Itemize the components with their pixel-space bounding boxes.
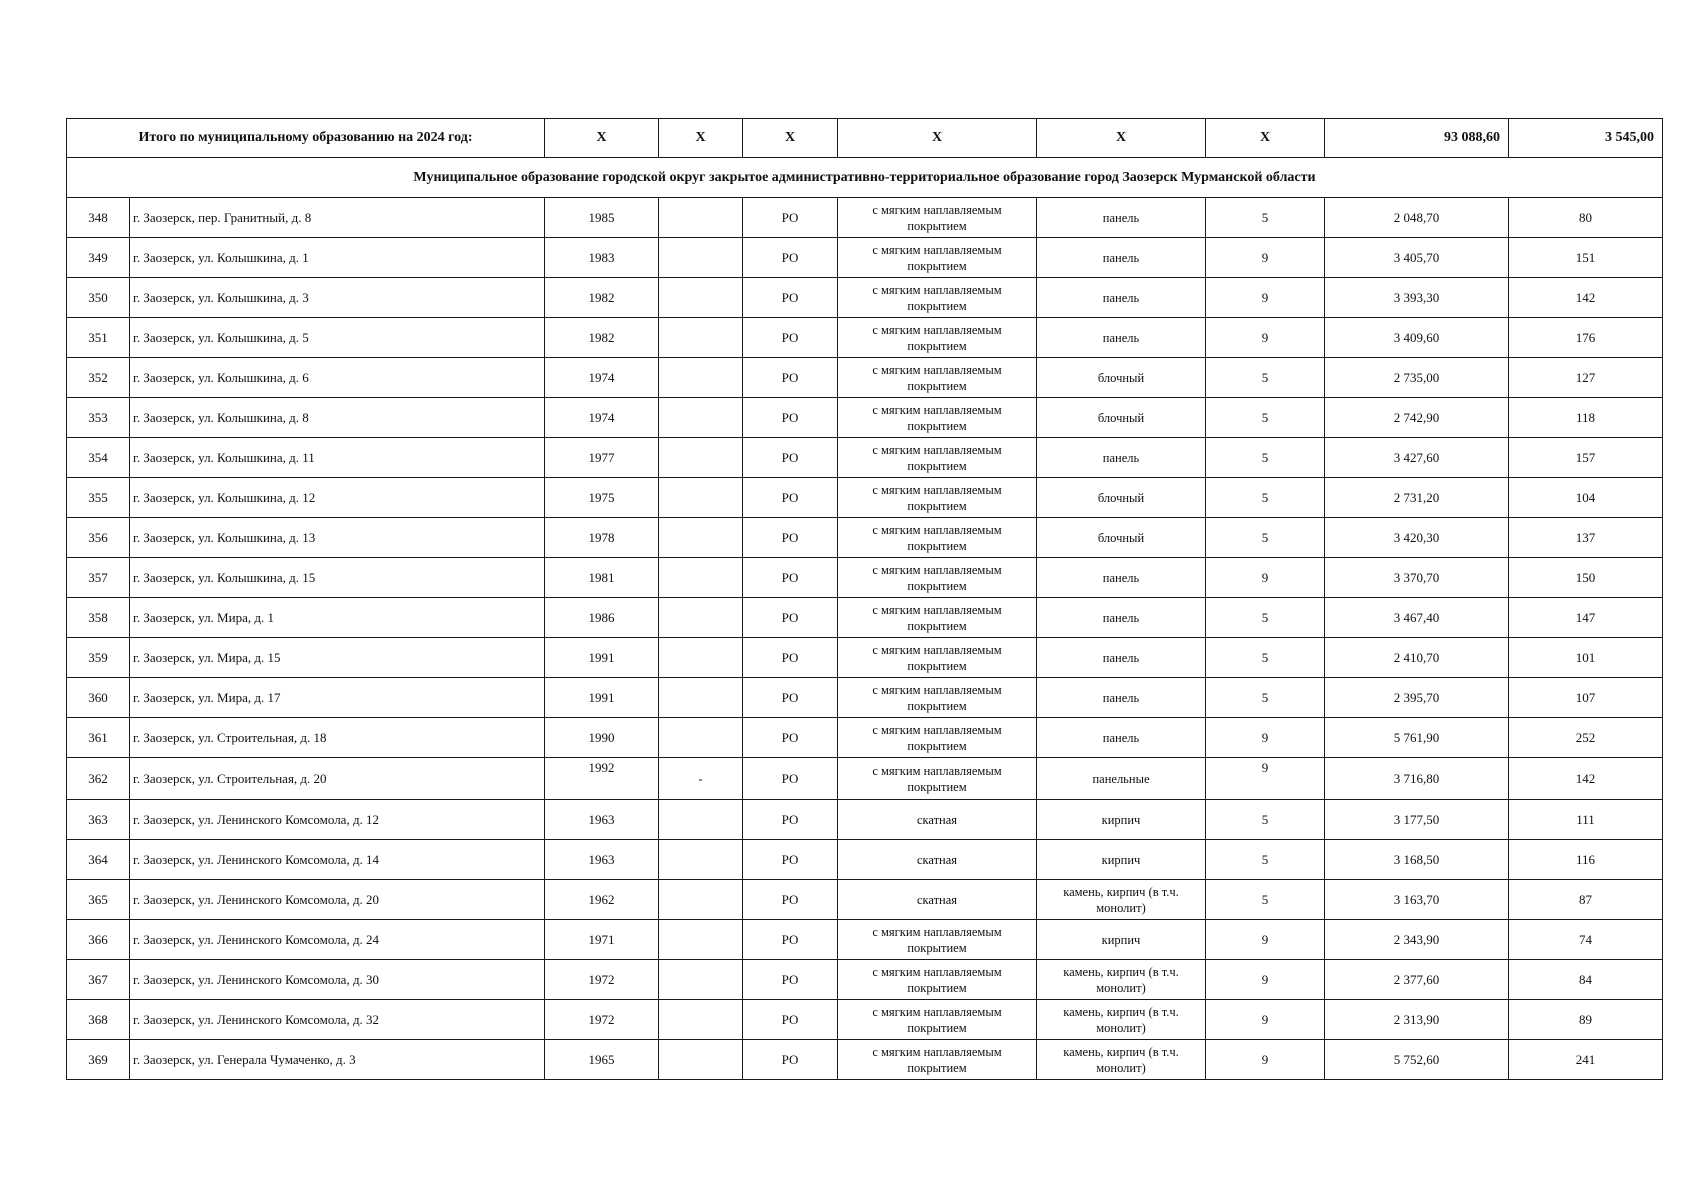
row-funding-method: РО — [743, 840, 838, 880]
row-funding-method: РО — [743, 318, 838, 358]
row-address: г. Заозерск, ул. Колышкина, д. 3 — [130, 278, 545, 318]
row-floors: 5 — [1206, 358, 1325, 398]
row-floors: 9 — [1206, 758, 1325, 800]
row-floors: 5 — [1206, 438, 1325, 478]
row-address: г. Заозерск, пер. Гранитный, д. 8 — [130, 198, 545, 238]
row-address: г. Заозерск, ул. Генерала Чумаченко, д. 3 — [130, 1040, 545, 1080]
row-area: 3 393,30 — [1325, 278, 1509, 318]
row-area: 3 427,60 — [1325, 438, 1509, 478]
row-area: 3 405,70 — [1325, 238, 1509, 278]
row-floors: 5 — [1206, 880, 1325, 920]
row-funding-method: РО — [743, 960, 838, 1000]
row-residents: 107 — [1509, 678, 1663, 718]
row-funding-method: РО — [743, 1040, 838, 1080]
row-number: 359 — [67, 638, 130, 678]
row-floors: 5 — [1206, 638, 1325, 678]
row-residents: 89 — [1509, 1000, 1663, 1040]
row-wall-material: панель — [1037, 318, 1206, 358]
row-area: 2 731,20 — [1325, 478, 1509, 518]
row-roof-type: с мягким наплавляемым покрытием — [838, 238, 1037, 278]
row-wall-material: панель — [1037, 718, 1206, 758]
row-address: г. Заозерск, ул. Колышкина, д. 13 — [130, 518, 545, 558]
row-year: 1982 — [545, 278, 659, 318]
table-row — [67, 880, 1663, 920]
row-floors: 5 — [1206, 800, 1325, 840]
row-funding-method: РО — [743, 920, 838, 960]
row-roof-type: с мягким наплавляемым покрытием — [838, 518, 1037, 558]
row-reconstruction-year — [659, 880, 743, 920]
row-number: 350 — [67, 278, 130, 318]
row-wall-material: блочный — [1037, 398, 1206, 438]
table-body — [67, 119, 1663, 1080]
row-wall-material: панель — [1037, 678, 1206, 718]
row-reconstruction-year — [659, 800, 743, 840]
table-row — [67, 920, 1663, 960]
row-funding-method: РО — [743, 438, 838, 478]
row-number: 361 — [67, 718, 130, 758]
row-funding-method: РО — [743, 358, 838, 398]
table-row — [67, 198, 1663, 238]
municipality-row — [67, 158, 1663, 198]
row-residents: 127 — [1509, 358, 1663, 398]
row-roof-type: с мягким наплавляемым покрытием — [838, 920, 1037, 960]
row-address: г. Заозерск, ул. Колышкина, д. 1 — [130, 238, 545, 278]
row-roof-type: с мягким наплавляемым покрытием — [838, 198, 1037, 238]
row-roof-type: с мягким наплавляемым покрытием — [838, 398, 1037, 438]
row-funding-method: РО — [743, 880, 838, 920]
table-row — [67, 718, 1663, 758]
row-residents: 176 — [1509, 318, 1663, 358]
row-floors: 9 — [1206, 960, 1325, 1000]
row-roof-type: с мягким наплавляемым покрытием — [838, 1040, 1037, 1080]
row-year: 1962 — [545, 880, 659, 920]
row-address: г. Заозерск, ул. Мира, д. 15 — [130, 638, 545, 678]
row-number: 366 — [67, 920, 130, 960]
table-row — [67, 318, 1663, 358]
row-roof-type: с мягким наплавляемым покрытием — [838, 638, 1037, 678]
row-roof-type: скатная — [838, 800, 1037, 840]
row-address: г. Заозерск, ул. Колышкина, д. 8 — [130, 398, 545, 438]
row-year: 1986 — [545, 598, 659, 638]
row-floors: 9 — [1206, 920, 1325, 960]
total-mark: X — [1206, 119, 1325, 158]
row-floors: 5 — [1206, 518, 1325, 558]
table-row — [67, 960, 1663, 1000]
municipality-title: Муниципальное образование городской округ закрытое административно-территориальное образование город Заозерск Мурманской области — [67, 158, 1663, 198]
row-roof-type: с мягким наплавляемым покрытием — [838, 358, 1037, 398]
row-wall-material: панель — [1037, 598, 1206, 638]
row-roof-type: с мягким наплавляемым покрытием — [838, 718, 1037, 758]
row-floors: 5 — [1206, 678, 1325, 718]
row-funding-method: РО — [743, 800, 838, 840]
row-number: 349 — [67, 238, 130, 278]
row-year: 1985 — [545, 198, 659, 238]
row-wall-material: камень, кирпич (в т.ч. монолит) — [1037, 960, 1206, 1000]
row-year: 1977 — [545, 438, 659, 478]
row-roof-type: с мягким наплавляемым покрытием — [838, 758, 1037, 800]
row-floors: 9 — [1206, 558, 1325, 598]
row-number: 358 — [67, 598, 130, 638]
housing-register-table — [66, 118, 1663, 1080]
row-number: 357 — [67, 558, 130, 598]
row-wall-material: камень, кирпич (в т.ч. монолит) — [1037, 1040, 1206, 1080]
row-residents: 150 — [1509, 558, 1663, 598]
row-roof-type: с мягким наплавляемым покрытием — [838, 278, 1037, 318]
row-funding-method: РО — [743, 558, 838, 598]
row-wall-material: кирпич — [1037, 800, 1206, 840]
row-wall-material: панель — [1037, 278, 1206, 318]
row-residents: 142 — [1509, 278, 1663, 318]
row-roof-type: с мягким наплавляемым покрытием — [838, 598, 1037, 638]
row-address: г. Заозерск, ул. Колышкина, д. 11 — [130, 438, 545, 478]
row-number: 362 — [67, 758, 130, 800]
row-wall-material: камень, кирпич (в т.ч. монолит) — [1037, 880, 1206, 920]
row-number: 369 — [67, 1040, 130, 1080]
row-area: 2 343,90 — [1325, 920, 1509, 960]
row-year: 1975 — [545, 478, 659, 518]
row-residents: 74 — [1509, 920, 1663, 960]
row-funding-method: РО — [743, 638, 838, 678]
row-area: 2 395,70 — [1325, 678, 1509, 718]
row-number: 355 — [67, 478, 130, 518]
row-funding-method: РО — [743, 478, 838, 518]
row-residents: 80 — [1509, 198, 1663, 238]
row-address: г. Заозерск, ул. Колышкина, д. 15 — [130, 558, 545, 598]
row-address: г. Заозерск, ул. Колышкина, д. 5 — [130, 318, 545, 358]
table-row — [67, 678, 1663, 718]
row-address: г. Заозерск, ул. Ленинского Комсомола, д. 30 — [130, 960, 545, 1000]
row-area: 3 409,60 — [1325, 318, 1509, 358]
total-mark: X — [1037, 119, 1206, 158]
row-reconstruction-year — [659, 840, 743, 880]
row-address: г. Заозерск, ул. Мира, д. 1 — [130, 598, 545, 638]
row-year: 1963 — [545, 800, 659, 840]
row-reconstruction-year — [659, 1040, 743, 1080]
row-area: 3 716,80 — [1325, 758, 1509, 800]
row-roof-type: с мягким наплавляемым покрытием — [838, 478, 1037, 518]
row-year: 1972 — [545, 1000, 659, 1040]
total-mark: X — [838, 119, 1037, 158]
row-reconstruction-year — [659, 438, 743, 478]
row-area: 2 742,90 — [1325, 398, 1509, 438]
row-reconstruction-year — [659, 278, 743, 318]
table-row — [67, 558, 1663, 598]
row-number: 364 — [67, 840, 130, 880]
row-address: г. Заозерск, ул. Колышкина, д. 6 — [130, 358, 545, 398]
row-floors: 5 — [1206, 598, 1325, 638]
row-roof-type: с мягким наплавляемым покрытием — [838, 558, 1037, 598]
row-funding-method: РО — [743, 278, 838, 318]
table-row — [67, 840, 1663, 880]
row-area: 3 168,50 — [1325, 840, 1509, 880]
row-area: 2 410,70 — [1325, 638, 1509, 678]
row-reconstruction-year — [659, 398, 743, 438]
row-reconstruction-year — [659, 638, 743, 678]
row-number: 367 — [67, 960, 130, 1000]
row-year: 1991 — [545, 678, 659, 718]
row-number: 368 — [67, 1000, 130, 1040]
row-wall-material: панельные — [1037, 758, 1206, 800]
row-reconstruction-year — [659, 960, 743, 1000]
row-funding-method: РО — [743, 718, 838, 758]
row-residents: 111 — [1509, 800, 1663, 840]
row-year: 1981 — [545, 558, 659, 598]
row-wall-material: панель — [1037, 638, 1206, 678]
row-residents: 137 — [1509, 518, 1663, 558]
row-reconstruction-year — [659, 358, 743, 398]
total-area: 93 088,60 — [1325, 119, 1509, 158]
row-funding-method: РО — [743, 398, 838, 438]
row-reconstruction-year — [659, 238, 743, 278]
table-row — [67, 438, 1663, 478]
row-wall-material: кирпич — [1037, 840, 1206, 880]
row-number: 352 — [67, 358, 130, 398]
row-floors: 5 — [1206, 198, 1325, 238]
row-number: 365 — [67, 880, 130, 920]
row-area: 2 735,00 — [1325, 358, 1509, 398]
row-address: г. Заозерск, ул. Ленинского Комсомола, д. 24 — [130, 920, 545, 960]
row-wall-material: панель — [1037, 558, 1206, 598]
row-floors: 9 — [1206, 238, 1325, 278]
row-floors: 9 — [1206, 278, 1325, 318]
row-year: 1971 — [545, 920, 659, 960]
row-number: 360 — [67, 678, 130, 718]
row-reconstruction-year — [659, 678, 743, 718]
row-residents: 142 — [1509, 758, 1663, 800]
row-year: 1963 — [545, 840, 659, 880]
row-wall-material: панель — [1037, 198, 1206, 238]
row-residents: 151 — [1509, 238, 1663, 278]
row-address: г. Заозерск, ул. Строительная, д. 20 — [130, 758, 545, 800]
row-roof-type: с мягким наплавляемым покрытием — [838, 438, 1037, 478]
row-floors: 9 — [1206, 1040, 1325, 1080]
row-residents: 116 — [1509, 840, 1663, 880]
row-residents: 252 — [1509, 718, 1663, 758]
table-row — [67, 278, 1663, 318]
row-wall-material: кирпич — [1037, 920, 1206, 960]
row-funding-method: РО — [743, 1000, 838, 1040]
row-wall-material: панель — [1037, 438, 1206, 478]
row-floors: 9 — [1206, 718, 1325, 758]
row-funding-method: РО — [743, 518, 838, 558]
table-row — [67, 638, 1663, 678]
row-funding-method: РО — [743, 238, 838, 278]
row-year: 1978 — [545, 518, 659, 558]
row-area: 2 048,70 — [1325, 198, 1509, 238]
row-roof-type: скатная — [838, 880, 1037, 920]
row-address: г. Заозерск, ул. Ленинского Комсомола, д. 20 — [130, 880, 545, 920]
table-row — [67, 1000, 1663, 1040]
row-wall-material: блочный — [1037, 518, 1206, 558]
row-address: г. Заозерск, ул. Колышкина, д. 12 — [130, 478, 545, 518]
row-roof-type: с мягким наплавляемым покрытием — [838, 678, 1037, 718]
row-year: 1974 — [545, 398, 659, 438]
row-wall-material: панель — [1037, 238, 1206, 278]
row-residents: 104 — [1509, 478, 1663, 518]
row-floors: 5 — [1206, 478, 1325, 518]
row-wall-material: блочный — [1037, 478, 1206, 518]
row-reconstruction-year — [659, 1000, 743, 1040]
row-reconstruction-year — [659, 518, 743, 558]
table-row — [67, 398, 1663, 438]
table-row — [67, 598, 1663, 638]
table-row — [67, 238, 1663, 278]
row-roof-type: с мягким наплавляемым покрытием — [838, 1000, 1037, 1040]
table-row — [67, 758, 1663, 800]
row-residents: 101 — [1509, 638, 1663, 678]
row-year: 1965 — [545, 1040, 659, 1080]
row-reconstruction-year — [659, 718, 743, 758]
row-floors: 9 — [1206, 1000, 1325, 1040]
row-funding-method: РО — [743, 198, 838, 238]
row-address: г. Заозерск, ул. Строительная, д. 18 — [130, 718, 545, 758]
row-floors: 5 — [1206, 398, 1325, 438]
row-number: 351 — [67, 318, 130, 358]
row-year: 1992 — [545, 758, 659, 800]
total-mark: X — [659, 119, 743, 158]
table-row — [67, 518, 1663, 558]
row-residents: 87 — [1509, 880, 1663, 920]
row-address: г. Заозерск, ул. Ленинского Комсомола, д. 12 — [130, 800, 545, 840]
row-number: 354 — [67, 438, 130, 478]
row-area: 3 467,40 — [1325, 598, 1509, 638]
row-year: 1991 — [545, 638, 659, 678]
row-number: 356 — [67, 518, 130, 558]
total-label: Итого по муниципальному образованию на 2024 год: — [67, 119, 545, 158]
row-area: 5 761,90 — [1325, 718, 1509, 758]
total-residents: 3 545,00 — [1509, 119, 1663, 158]
row-funding-method: РО — [743, 758, 838, 800]
row-area: 5 752,60 — [1325, 1040, 1509, 1080]
row-reconstruction-year: - — [659, 758, 743, 800]
row-residents: 118 — [1509, 398, 1663, 438]
row-reconstruction-year — [659, 920, 743, 960]
row-area: 2 377,60 — [1325, 960, 1509, 1000]
table-row — [67, 800, 1663, 840]
row-year: 1974 — [545, 358, 659, 398]
row-year: 1990 — [545, 718, 659, 758]
row-year: 1983 — [545, 238, 659, 278]
table-row — [67, 358, 1663, 398]
row-residents: 147 — [1509, 598, 1663, 638]
row-area: 2 313,90 — [1325, 1000, 1509, 1040]
total-mark: X — [743, 119, 838, 158]
row-reconstruction-year — [659, 318, 743, 358]
row-number: 348 — [67, 198, 130, 238]
row-reconstruction-year — [659, 478, 743, 518]
row-reconstruction-year — [659, 558, 743, 598]
row-funding-method: РО — [743, 598, 838, 638]
row-floors: 9 — [1206, 318, 1325, 358]
row-area: 3 370,70 — [1325, 558, 1509, 598]
total-mark: X — [545, 119, 659, 158]
row-number: 363 — [67, 800, 130, 840]
row-floors: 5 — [1206, 840, 1325, 880]
row-area: 3 420,30 — [1325, 518, 1509, 558]
row-number: 353 — [67, 398, 130, 438]
row-residents: 84 — [1509, 960, 1663, 1000]
row-roof-type: скатная — [838, 840, 1037, 880]
row-funding-method: РО — [743, 678, 838, 718]
row-roof-type: с мягким наплавляемым покрытием — [838, 960, 1037, 1000]
row-area: 3 163,70 — [1325, 880, 1509, 920]
row-address: г. Заозерск, ул. Ленинского Комсомола, д. 14 — [130, 840, 545, 880]
total-row — [67, 119, 1663, 158]
row-address: г. Заозерск, ул. Ленинского Комсомола, д. 32 — [130, 1000, 545, 1040]
row-address: г. Заозерск, ул. Мира, д. 17 — [130, 678, 545, 718]
table-row — [67, 478, 1663, 518]
row-reconstruction-year — [659, 198, 743, 238]
row-reconstruction-year — [659, 598, 743, 638]
row-wall-material: камень, кирпич (в т.ч. монолит) — [1037, 1000, 1206, 1040]
row-wall-material: блочный — [1037, 358, 1206, 398]
table-row — [67, 1040, 1663, 1080]
row-residents: 157 — [1509, 438, 1663, 478]
row-area: 3 177,50 — [1325, 800, 1509, 840]
row-residents: 241 — [1509, 1040, 1663, 1080]
row-roof-type: с мягким наплавляемым покрытием — [838, 318, 1037, 358]
row-year: 1982 — [545, 318, 659, 358]
row-year: 1972 — [545, 960, 659, 1000]
